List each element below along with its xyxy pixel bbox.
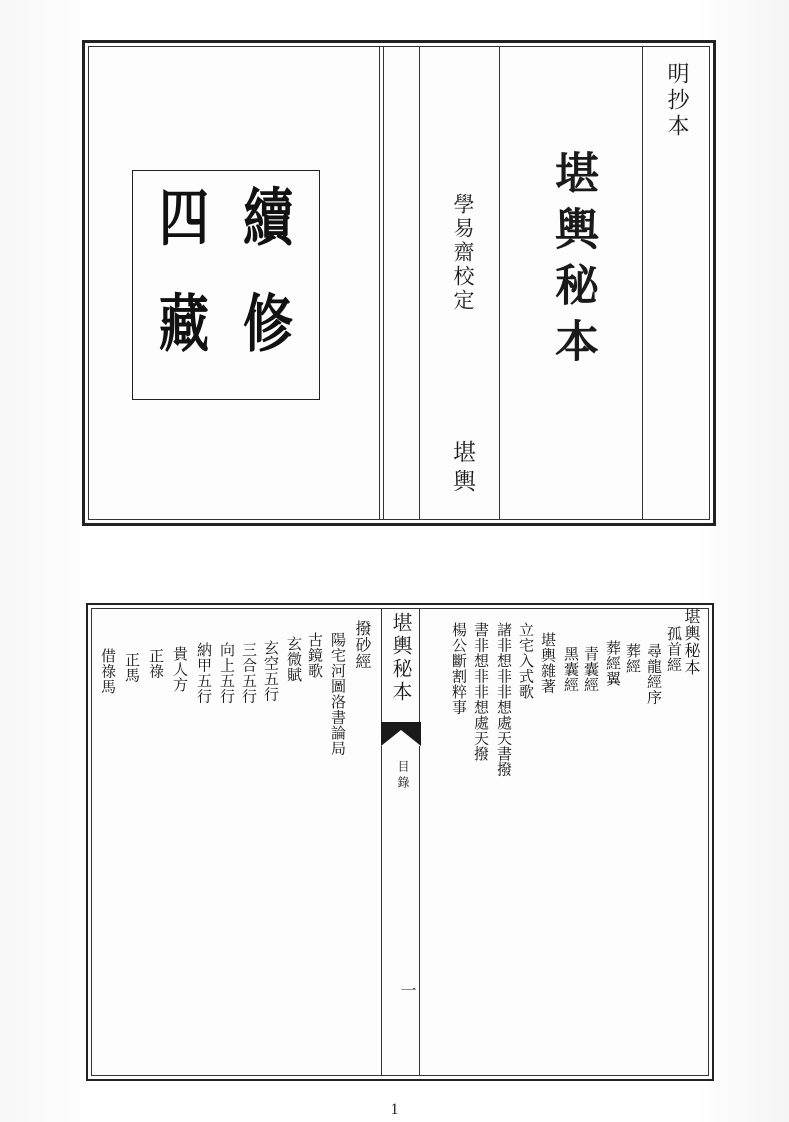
centerfold-line-right [419, 609, 420, 1075]
toc-item: 古鏡歌 [306, 632, 324, 679]
toc-item: 借祿馬 [99, 648, 117, 695]
toc-item: 玄空五行 [262, 640, 280, 702]
centerfold-page-mark: 一 [398, 982, 417, 998]
toc-heading: 堪輿秘本 [682, 608, 701, 676]
toc-item: 立宅入式歌 [517, 622, 535, 700]
toc-item: 三合五行 [240, 642, 258, 704]
toc-item: 尋龍經序 [645, 643, 663, 705]
spine-line-left-2 [383, 47, 384, 519]
toc-item: 葬經 [624, 643, 642, 674]
page-number: 1 [390, 1101, 399, 1118]
seal-char-3: 四 [159, 180, 209, 255]
toc-item: 黑囊經 [562, 646, 580, 693]
toc-item: 貴人方 [171, 646, 189, 693]
main-title: 堪輿秘本 [547, 150, 598, 374]
toc-item: 書非想非非想處天撥 [472, 622, 490, 762]
seal-char-2: 修 [243, 286, 293, 361]
toc-item: 青囊經 [582, 646, 600, 693]
toc-item: 向上五行 [218, 642, 236, 704]
centerfold-title: 堪輿秘本 [389, 612, 413, 704]
collator-column-line [499, 47, 500, 519]
toc-item: 正馬 [123, 652, 141, 683]
spine-label: 堪輿 [449, 440, 475, 498]
toc-item: 葬經翼 [604, 640, 622, 687]
toc-item: 諸非想非非想處天書撥 [495, 622, 513, 777]
centerfold-line-left [381, 609, 382, 1075]
seal-char-4: 藏 [159, 286, 209, 361]
collator-credit: 學易齋校定 [451, 193, 475, 313]
toc-item: 撥砂經 [353, 620, 372, 670]
spine-line-right [419, 47, 420, 519]
toc-item: 堪輿雜著 [539, 632, 557, 694]
collection-seal [132, 170, 320, 400]
toc-item: 正祿 [147, 648, 165, 679]
edition-note: 明抄本 [664, 62, 689, 140]
centerfold-section: 目 [396, 760, 410, 772]
toc-item: 孤首經 [665, 626, 683, 673]
fishtail-mark-icon [381, 722, 421, 746]
edition-column-line [642, 47, 643, 519]
toc-item: 納甲五行 [195, 642, 213, 704]
toc-item: 楊公斷割粹事 [450, 622, 468, 715]
toc-item: 陽宅河圖洛書論局 [329, 632, 347, 756]
centerfold-section-2: 錄 [396, 776, 410, 788]
spine-line-left [379, 47, 380, 519]
toc-item: 玄微賦 [285, 636, 303, 683]
seal-char-1: 續 [243, 180, 293, 255]
